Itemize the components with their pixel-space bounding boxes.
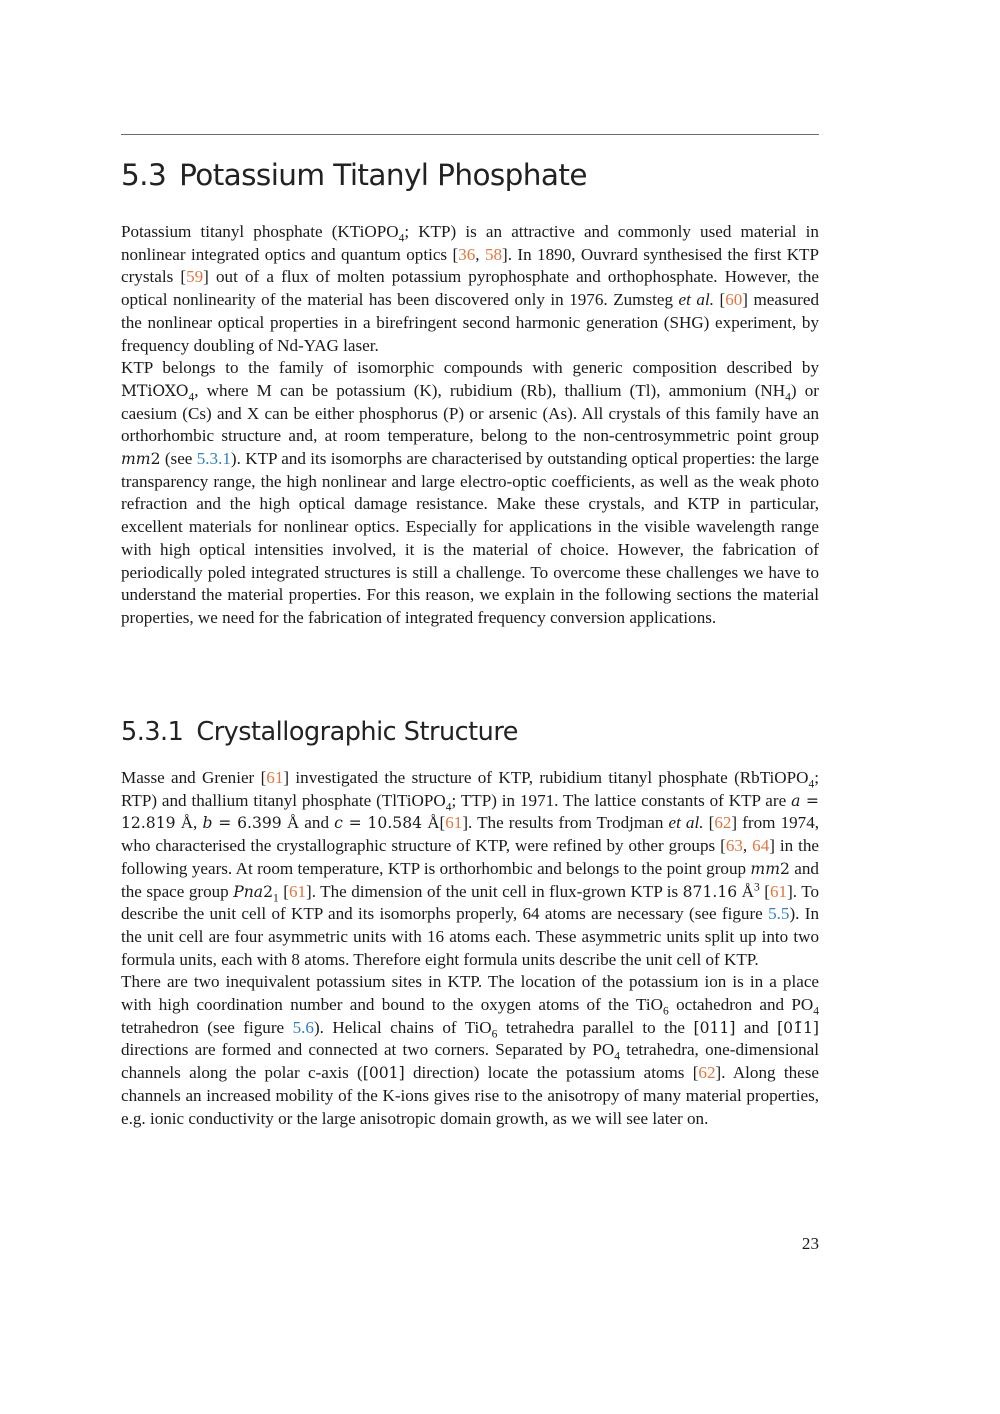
math-number: 871.16: [682, 882, 738, 901]
math-formula: MTiOXO: [121, 381, 189, 400]
citation-link[interactable]: 62: [714, 813, 732, 833]
paragraph: Masse and Grenier [61] investigated the structure of KTP, rubidium titanyl phosphate (RbTiOPO$_4$; RTP) and thallium titanyl phosphate (TlTiOPO$_4$; TTP) in 1971. The lattice constants of KTP are a = 12.819 Å, b = 6.399 Å and c = 10.584 Å[61]. The results from Trodjman et al. [62] from 1974, who characterised the crystallographic structure of KTP, were refined by other groups [63, 64] in the following years. At room temperature, KTP is orthorhombic and belongs to the point group mm2 and the space group $Pna2_1$ [61]. The dimension of the unit cell in flux-grown KTP is 871.16 $Å^3$ [61]. To describe the unit cell of KTP and its isomorphs properly, 64 atoms are necessary (see figure 5.5). In the unit cell are four asymmetric units with 16 atoms each. These asymmetric units split up into two formula units, each with 8 atoms. Therefore eight formula units describe the unit cell of KTP.: [121, 768, 820, 969]
citation-link[interactable]: 62: [698, 1063, 716, 1083]
citation-link[interactable]: 59: [186, 267, 204, 287]
section-title: Potassium Titanyl Phosphate: [179, 158, 587, 192]
math-direction: [001]: [362, 1064, 405, 1083]
paragraph: There are two inequivalent potassium sites in KTP. The location of the potassium ion is in a place with high coordination number and bound to the oxygen atoms of the TiO$_6$ octahedron and $PO_4$ tetrahedron (see figure 5.6). Helical chains of TiO$_6$ tetrahedra parallel to the [011] and [01̄1] directions are formed and connected at two corners. Separated by $PO_4$ tetrahedra, one-dimensional channels along the polar c-axis ([001] direction) locate the potassium atoms [62]. Along these channels an increased mobility of the K-ions gives rise to the anisotropy of many material properties, e.g. ionic conductivity or the large anisotropic domain growth, as we will see later on.: [121, 972, 820, 1128]
section-number: 5.3: [121, 158, 167, 192]
citation-link[interactable]: 61: [266, 768, 284, 787]
math-symbol: mm: [121, 450, 151, 469]
paragraph: Potassium titanyl phosphate (KTiOPO$_4$; KTP) is an attractive and commonly used material in nonlinear integrated optics and quantum optics [36, 58]. In 1890, Ouvrard synthesised the first KTP crystals [59] out of a flux of molten potassium pyrophosphate and orthophosphate. However, the optical nonlinearity of the material has been discovered only in 1976. Zumsteg et al. [60] measured the nonlinear optical properties in a birefringent second harmonic generation (SHG) experiment, by frequency doubling of Nd-YAG laser.: [121, 222, 820, 355]
subsection-body: [121, 767, 819, 1130]
paragraph: KTP belongs to the family of isomorphic compounds with generic composition described by MTiOXO$_4$, where M can be potassium (K), rubidium (Rb), thallium (Tl), ammonium $(NH_4)$ or caesium (Cs) and X can be either phosphorus (P) or arsenic (As). All crystals of this family have an orthorhombic structure and, at room temperature, belong to the non-centrosymmetric point group mm2 (see 5.3.1). KTP and its isomorphs are characterised by outstanding optical properties: the large transparency range, the high nonlinear and large electro-optic coefficients, as well as the weak photo refraction and the high optical damage resistance. Make these crystals, and KTP in particular, excellent materials for nonlinear optics. Especially for applications in the visible wavelength range with high optical intensities involved, it is the material of choice. However, the fabrication of periodically poled integrated structures is still a challenge. To overcome these challenges we have to understand the material properties. For this reason, we explain in the following sections the material properties, we need for the fabrication of integrated frequency conversion applications.: [121, 358, 819, 627]
citation-link[interactable]: 58: [484, 244, 503, 264]
math-direction: [01̄1]: [777, 1018, 819, 1037]
figure-link[interactable]: 5.5: [768, 904, 790, 924]
citation-link[interactable]: 64: [752, 836, 770, 856]
figure-link[interactable]: 5.6: [292, 1017, 314, 1037]
math-symbol: c: [334, 814, 343, 833]
page-number: 23: [801, 1234, 819, 1253]
citation-link[interactable]: 63: [725, 836, 743, 856]
section-heading: [121, 158, 587, 192]
math-direction: [011]: [693, 1018, 736, 1037]
section-body: [121, 221, 819, 630]
section-link[interactable]: 5.3.1: [196, 449, 231, 469]
subsection-number: 5.3.1: [121, 717, 184, 747]
header-rule: [121, 134, 819, 135]
math-symbol: b: [202, 814, 213, 833]
math-symbol: a: [791, 791, 801, 810]
subsection-heading: [121, 717, 518, 747]
citation-link[interactable]: 61: [769, 881, 788, 901]
citation-link[interactable]: 61: [445, 813, 463, 833]
math-symbol: Pna: [233, 882, 264, 901]
citation-link[interactable]: 36: [458, 244, 476, 264]
math-symbol: mm: [750, 859, 780, 878]
citation-link[interactable]: 61: [288, 881, 307, 901]
subsection-title: Crystallographic Structure: [196, 717, 518, 747]
citation-link[interactable]: 60: [725, 290, 743, 310]
